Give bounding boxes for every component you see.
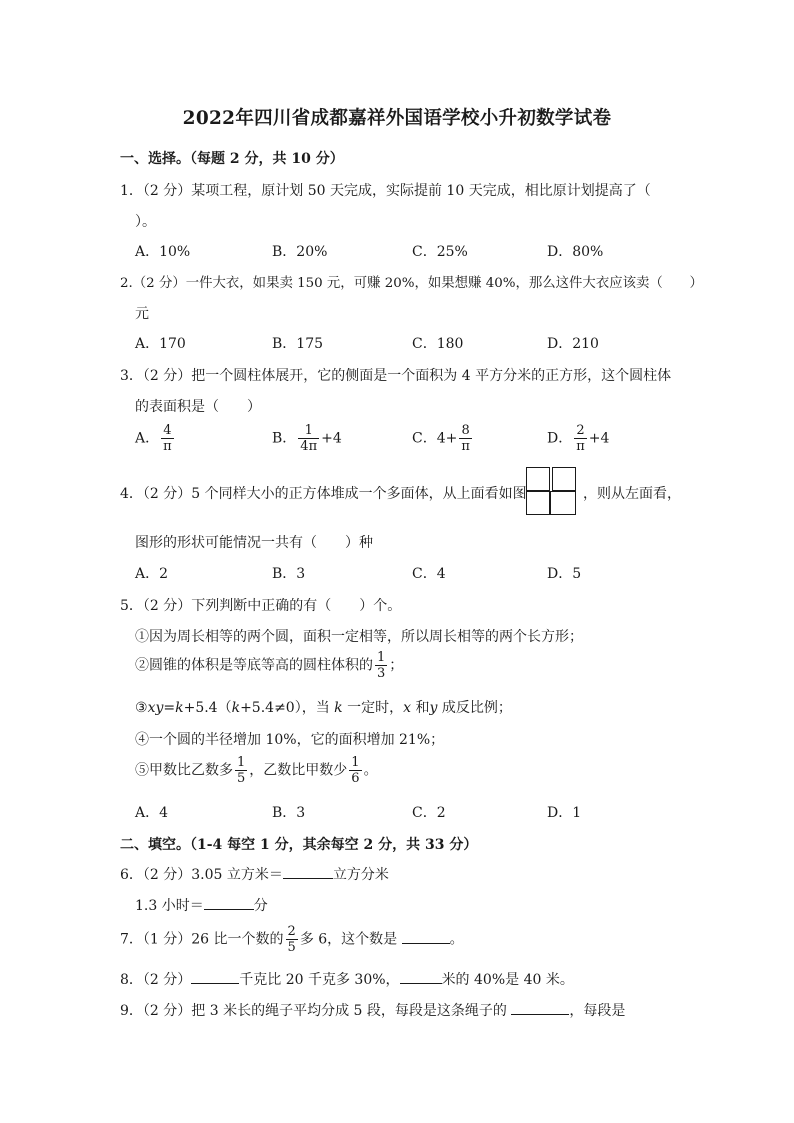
option-d-label: D． <box>547 430 573 447</box>
statement-2-end: ； <box>389 657 404 674</box>
question-2-option-d[interactable]: D．210 <box>547 336 599 352</box>
question-4-text: 4．（2 分）5 个同样大小的正方体堆成一个多面体，从上面看如图 <box>120 486 527 502</box>
text: ，每段是 <box>569 1003 626 1019</box>
question-3-text-cont: 的表面积是（ ） <box>135 399 261 415</box>
var-k: k <box>231 700 241 716</box>
option-b-suffix: +4 <box>321 430 342 447</box>
question-1-text: 1．（2 分）某项工程，原计划 50 天完成，实际提前 10 天完成，相比原计划提高了（ <box>120 183 651 199</box>
figure-cell <box>552 467 576 491</box>
text: 。 <box>449 931 464 948</box>
page-title: 2022年四川省成都嘉祥外国语学校小升初数学试卷 <box>182 108 612 129</box>
option-b-label: B． <box>272 430 297 447</box>
question-5-statement-2 <box>135 651 403 680</box>
text: 7．（1 分）26 比一个数的 <box>120 931 284 948</box>
numerator: 1 <box>377 650 386 665</box>
question-5-statement-3 <box>135 697 512 717</box>
question-4-text-right: ，则从左面看， <box>583 486 681 502</box>
top-view-figure <box>526 467 582 519</box>
text: 和 <box>415 700 430 716</box>
question-4-option-c[interactable]: C．4 <box>412 566 446 582</box>
question-5-statement-4: ④一个圆的半径增加 10%，它的面积增加 21%； <box>135 732 445 748</box>
text: 成反比例； <box>441 700 512 716</box>
question-5-option-d[interactable]: D．1 <box>547 805 582 821</box>
denominator: 3 <box>377 666 386 681</box>
section-2-heading: 二、填空。（1-4 每空 1 分，其余每空 2 分，共 33 分） <box>120 837 478 853</box>
var-x: x <box>403 700 412 716</box>
option-c-label: C．4+ <box>412 430 458 447</box>
statement-2-fraction <box>375 651 387 680</box>
eq: = <box>163 700 176 716</box>
denominator: 6 <box>351 771 360 786</box>
question-5-text: 5．（2 分）下列判断中正确的有（ ）个。 <box>120 598 402 614</box>
question-1-option-d[interactable]: D．80% <box>547 244 604 260</box>
question-1-option-c[interactable]: C．25% <box>412 244 468 260</box>
text: 分 <box>253 898 268 914</box>
statement-2-text: ②圆锥的体积是等底等高的圆柱体积的 <box>135 657 373 674</box>
question-2-text: 2.（2 分）一件大衣，如果卖 150 元，可赚 20%，如果想赚 40%，那么这件大衣应该卖（ ） <box>120 276 703 291</box>
statement-5-fraction-2 <box>349 756 361 785</box>
answer-blank[interactable] <box>283 865 333 879</box>
text: 千克比 20 千克多 30%， <box>239 972 400 988</box>
option-d-fraction <box>574 424 587 453</box>
figure-cell <box>526 491 550 515</box>
question-6-line-1 <box>120 864 389 884</box>
answer-blank[interactable] <box>400 970 442 984</box>
var-xy: xy <box>147 700 164 716</box>
text: 多 6，这个数是 <box>299 931 402 948</box>
question-4-option-d[interactable]: D．5 <box>547 566 582 582</box>
denominator: π <box>461 439 470 454</box>
statement-5-end: 。 <box>363 762 378 779</box>
question-6-line-2 <box>135 895 268 915</box>
denominator: π <box>163 439 172 454</box>
question-7 <box>120 925 464 954</box>
question-8 <box>120 969 574 989</box>
question-4-option-a[interactable]: A．2 <box>135 566 169 582</box>
text: 立方分米 <box>332 867 389 883</box>
text: 一定时， <box>347 700 404 716</box>
var-k: k <box>175 700 184 716</box>
answer-blank[interactable] <box>402 930 450 944</box>
question-4-option-b[interactable]: B．3 <box>272 566 306 582</box>
numerator: 1 <box>237 755 246 770</box>
text: +5.4≠0），当 <box>240 700 330 716</box>
text: 6．（2 分）3.05 立方米＝ <box>120 867 283 883</box>
question-2-text-cont: 元 <box>135 306 149 322</box>
answer-blank[interactable] <box>204 896 254 910</box>
denominator: 5 <box>237 771 246 786</box>
question-5-option-b[interactable]: B．3 <box>272 805 306 821</box>
denominator: π <box>576 439 585 454</box>
marker: ③ <box>135 700 148 716</box>
text: 1.3 小时＝ <box>135 898 204 914</box>
question-3-option-a[interactable] <box>135 424 176 453</box>
question-3-text: 3．（2 分）把一个圆柱体展开，它的侧面是一个面积为 4 平方分米的正方形，这个圆柱体 <box>120 368 672 384</box>
numerator: 1 <box>298 424 319 439</box>
figure-cell <box>526 467 550 491</box>
question-3-option-d[interactable] <box>547 424 609 453</box>
numerator: 1 <box>351 755 360 770</box>
answer-blank[interactable] <box>511 1001 569 1015</box>
question-2-option-b[interactable]: B．175 <box>272 336 324 352</box>
question-5-statement-1: ①因为周长相等的两个圆，面积一定相等，所以周长相等的两个长方形； <box>135 629 583 645</box>
option-a-label: A． <box>135 430 160 447</box>
question-3-option-c[interactable] <box>412 424 474 453</box>
denominator: 5 <box>287 940 296 955</box>
answer-blank[interactable] <box>191 970 239 984</box>
denominator: 4π <box>300 439 318 454</box>
statement-5-text: ，乙数比甲数少 <box>249 762 348 779</box>
figure-cell <box>550 491 576 515</box>
text: 9．（2 分）把 3 米长的绳子平均分成 5 段，每段是这条绳子的 <box>120 1003 512 1019</box>
question-7-fraction <box>286 925 298 954</box>
option-b-fraction <box>298 424 319 453</box>
question-1-text-cont: ）。 <box>135 214 156 230</box>
question-3-option-b[interactable] <box>272 424 342 453</box>
text: +5.4（ <box>183 700 232 716</box>
question-5-option-a[interactable]: A．4 <box>135 805 169 821</box>
text: 米的 40%是 40 米。 <box>441 972 574 988</box>
question-1-option-b[interactable]: B．20% <box>272 244 328 260</box>
text: 8．（2 分） <box>120 972 192 988</box>
numerator: 4 <box>161 424 174 439</box>
statement-5-fraction-1 <box>235 756 247 785</box>
var-y: y <box>429 700 438 716</box>
numerator: 2 <box>574 424 587 439</box>
question-5-option-c[interactable]: C．2 <box>412 805 446 821</box>
question-9 <box>120 1000 625 1020</box>
question-2-option-c[interactable]: C．180 <box>412 336 464 352</box>
question-1-option-a[interactable]: A．10% <box>135 244 191 260</box>
question-4-text-cont: 图形的形状可能情况一共有（ ）种 <box>135 535 373 551</box>
option-a-fraction <box>161 424 174 453</box>
question-2-option-a[interactable]: A．170 <box>135 336 186 352</box>
section-1-heading: 一、选择。（每题 2 分，共 10 分） <box>120 151 344 167</box>
statement-5-text: ⑤甲数比乙数多 <box>135 762 233 779</box>
numerator: 8 <box>459 424 472 439</box>
option-d-suffix: +4 <box>588 430 610 447</box>
question-5-statement-5 <box>135 756 378 785</box>
var-k: k <box>334 700 343 716</box>
option-c-fraction <box>459 424 472 453</box>
numerator: 2 <box>287 924 296 939</box>
